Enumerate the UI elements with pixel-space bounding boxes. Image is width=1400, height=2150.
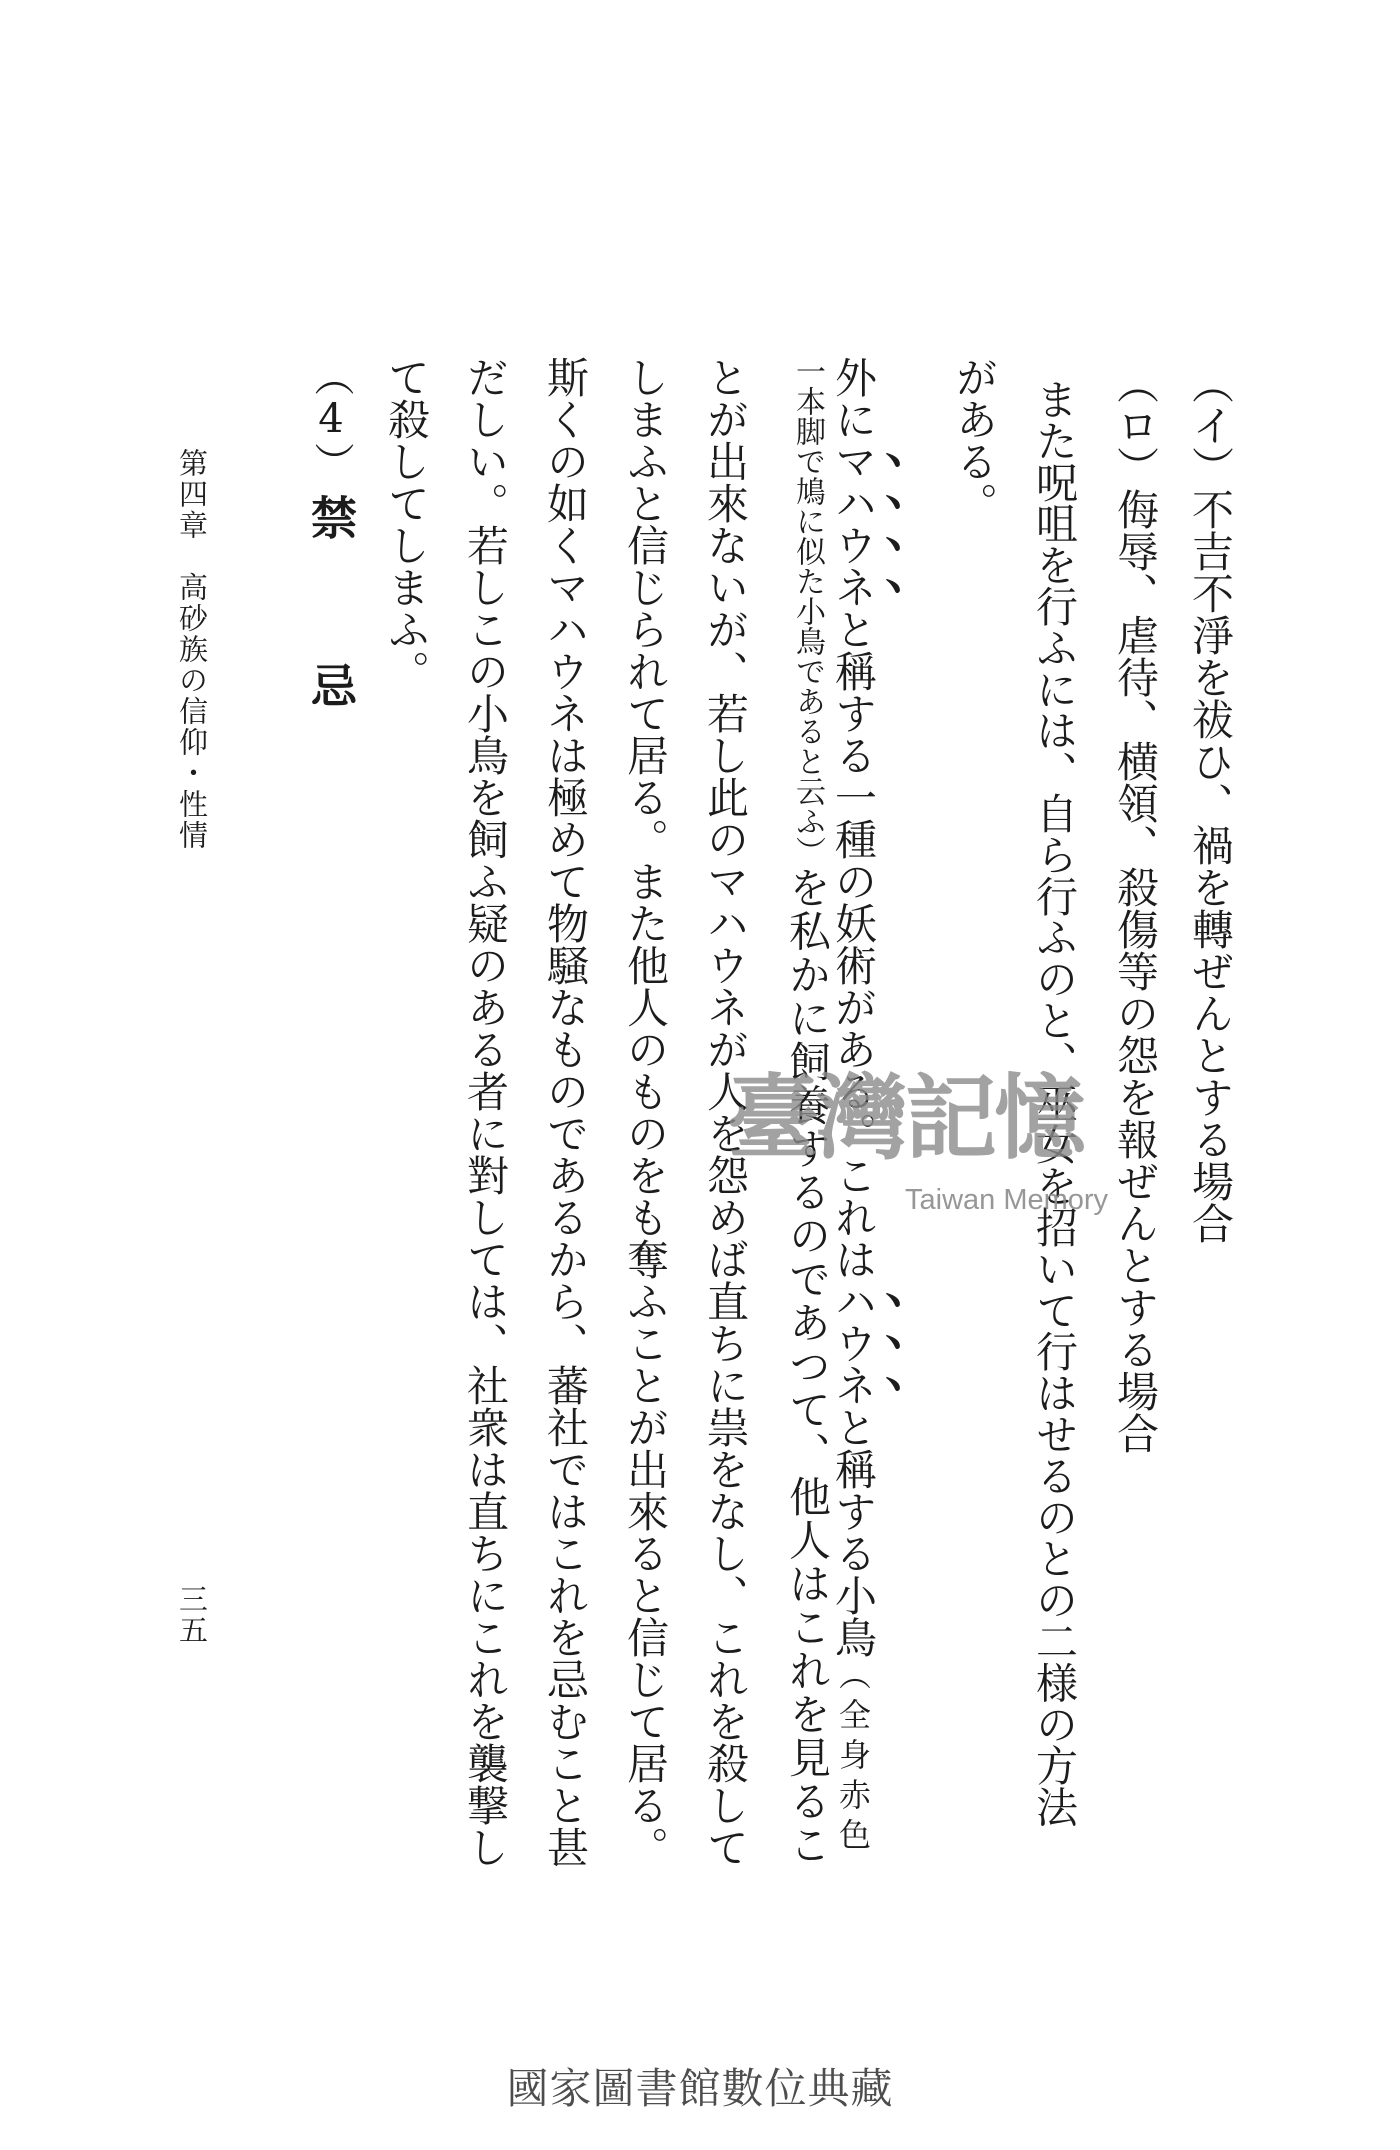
emphasized-term-haune: ハウネ bbox=[829, 1280, 878, 1406]
list-item-ro bbox=[1111, 362, 1160, 1454]
mahaune-line-5 bbox=[541, 356, 590, 1868]
section-number: （4） bbox=[308, 356, 354, 482]
watermark-logo-subtext: Taiwan Memory bbox=[905, 1184, 1109, 1216]
section-title: 禁 忌 bbox=[304, 494, 358, 746]
paragraph-text: 外に bbox=[829, 356, 878, 440]
paragraph-text: がある。 bbox=[950, 356, 999, 524]
inline-note: 一本脚で鳩に似た小鳥であると云ふ） bbox=[790, 356, 825, 866]
list-item-ro-text: （ロ）侮辱、虐待、横領、殺傷等の怨を報ぜんとする場合 bbox=[1111, 362, 1160, 1454]
paragraph-text: 斯くの如くマハウネは極めて物騒なものであるから、蕃社ではこれを忌むこと甚 bbox=[541, 356, 590, 1868]
mahaune-line-6 bbox=[461, 356, 510, 1868]
list-item-i bbox=[1186, 362, 1235, 1244]
mahaune-line-4 bbox=[621, 356, 670, 1868]
paragraph-text: しまふと信じられて居る。また他人のものをも奪ふことが出來ると信じて居る。 bbox=[621, 356, 670, 1868]
paragraph-text: て殺してしまふ。 bbox=[382, 356, 431, 692]
inline-note: （全身赤色 bbox=[834, 1658, 872, 1858]
paragraph-text: を私かに飼養するのであつて、他人はこれを見るこ bbox=[783, 866, 832, 1867]
methods-line-2 bbox=[950, 356, 999, 524]
paragraph-text: と稱する一種の妖術がある。これは bbox=[829, 608, 878, 1280]
page-number: 三五 bbox=[175, 1584, 209, 1646]
footer-credit: 國家圖書館數位典藏 bbox=[506, 2064, 894, 2113]
paragraph-text: と稱する小鳥 bbox=[829, 1406, 878, 1658]
list-item-i-text: （イ）不吉不淨を祓ひ、禍を轉ぜんとする場合 bbox=[1186, 362, 1235, 1244]
running-header: 第四章 高砂族の信仰・性情 bbox=[175, 448, 209, 851]
paragraph-text: だしい。若しこの小鳥を飼ふ疑のある者に對しては、社衆は直ちにこれを襲撃し bbox=[461, 356, 510, 1868]
mahaune-line-7 bbox=[382, 356, 431, 692]
watermark-logo: 臺灣記憶 bbox=[727, 1064, 1084, 1172]
paragraph-text: また呪咀を行ふには、自ら行ふのと、巫女を招いて行はせるのとの二様の方法 bbox=[1030, 378, 1079, 1828]
section-heading bbox=[304, 356, 358, 746]
emphasized-term-mahaune: マハウネ bbox=[829, 440, 878, 608]
paragraph-text: とが出來ないが、若し此のマハウネが人を怨めば直ちに祟をなし、これを殺して bbox=[701, 356, 750, 1868]
